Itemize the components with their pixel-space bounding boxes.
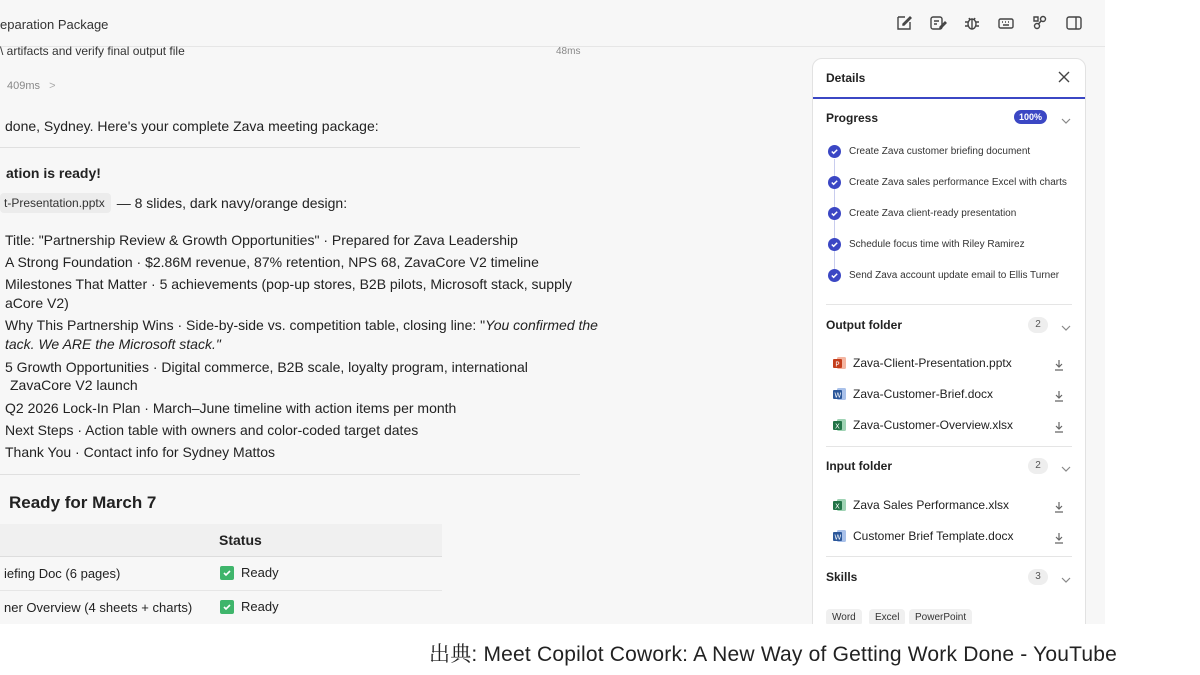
output-folder-label: Output folder [826, 318, 902, 332]
task-label: Create Zava client-ready presentation [849, 208, 1017, 219]
table-cell-item: ner Overview (4 sheets + charts) [4, 600, 193, 615]
file-name: Zava-Customer-Brief.docx [853, 387, 994, 401]
section-heading: Ready for March 7 [9, 493, 157, 512]
status-table [0, 524, 442, 624]
file-name: Zava-Client-Presentation.pptx [853, 356, 1012, 370]
file-name: Zava Sales Performance.xlsx [853, 498, 1010, 512]
progress-task [828, 269, 1059, 282]
svg-text:P: P [835, 360, 840, 369]
file-description: — 8 slides, dark navy/orange design: [116, 195, 348, 211]
task-label: Schedule focus time with Riley Ramirez [849, 239, 1025, 250]
status-text: Ready [241, 565, 279, 580]
excel-icon [833, 498, 847, 512]
divider [826, 446, 1072, 447]
side-panel-icon[interactable] [1065, 14, 1083, 32]
bullet-lockin: Q2 2026 Lock-In Plan · March–June timeline with action items per month [5, 400, 457, 416]
file-name: Zava-Customer-Overview.xlsx [853, 418, 1014, 432]
intro-text: done, Sydney. Here's your complete Zava meeting package: [5, 118, 379, 134]
progress-badge: 100% [1014, 110, 1047, 124]
file-line [0, 193, 347, 213]
bullet-partnership-cont: tack. We ARE the Microsoft stack." [5, 336, 221, 352]
chevron-right-icon: > [49, 80, 56, 92]
check-circle-icon [828, 238, 841, 251]
divider [0, 147, 580, 148]
powerpoint-icon [833, 356, 847, 370]
svg-text:W: W [834, 391, 842, 400]
word-icon [833, 387, 847, 401]
bullet-growth: 5 Growth Opportunities · Digital commerce, B2B scale, loyalty program, international [5, 359, 528, 375]
file-name: Customer Brief Template.docx [853, 529, 1014, 543]
bullet-foundation: A Strong Foundation · $2.86M revenue, 87% retention, NPS 68, ZavaCore V2 timeline [5, 254, 539, 270]
input-folder-label: Input folder [826, 459, 892, 473]
table-header [0, 524, 442, 557]
table-row [0, 557, 442, 591]
edit-icon[interactable] [895, 14, 913, 32]
check-icon [220, 600, 234, 614]
details-title: Details [826, 71, 866, 85]
total-duration: 409ms [7, 80, 41, 92]
keyboard-icon[interactable] [997, 14, 1015, 32]
chevron-down-icon[interactable] [1061, 320, 1071, 330]
progress-task [828, 145, 1030, 158]
file-pill[interactable]: t-Presentation.pptx [0, 193, 111, 213]
bullet-growth-cont: ZavaCore V2 launch [10, 377, 138, 393]
svg-text:W: W [834, 533, 842, 542]
connections-icon[interactable] [1031, 14, 1049, 32]
title-bar [0, 0, 1105, 47]
divider [826, 556, 1072, 557]
bullet-milestones: Milestones That Matter · 5 achievements (pop-up stores, B2B pilots, Microsoft stack, supply [5, 276, 572, 292]
toolbar-icons [895, 14, 1083, 32]
task-label: Send Zava account update email to Ellis Turner [849, 270, 1060, 281]
bullet-title: Title: "Partnership Review & Growth Opportunities" · Prepared for Zava Leadership [5, 232, 518, 248]
download-icon[interactable] [1053, 420, 1065, 432]
download-icon[interactable] [1053, 358, 1065, 370]
output-folder-count: 2 [1028, 317, 1048, 333]
table-cell-item: iefing Doc (6 pages) [4, 566, 121, 581]
check-circle-icon [828, 269, 841, 282]
divider [0, 474, 580, 475]
bullet-partnership: Why This Partnership Wins · Side-by-side vs. competition table, closing line: "You confirmed the [5, 317, 598, 333]
check-circle-icon [828, 145, 841, 158]
skill-chip[interactable]: Word [826, 609, 862, 624]
progress-task [828, 176, 1067, 189]
progress-label: Progress [826, 111, 879, 125]
step-duration: 48ms [556, 46, 581, 57]
chevron-down-icon[interactable] [1061, 113, 1071, 123]
progress-task [828, 238, 1025, 251]
svg-text:X: X [835, 502, 840, 511]
table-row [0, 591, 442, 624]
download-icon[interactable] [1053, 500, 1065, 512]
step-description: \ artifacts and verify final output file [0, 44, 185, 58]
task-label: Create Zava customer briefing document [849, 146, 1031, 157]
close-icon[interactable] [1057, 70, 1071, 84]
output-file[interactable] [833, 418, 1013, 432]
divider [826, 304, 1072, 305]
table-cell-status [220, 599, 279, 614]
check-circle-icon [828, 207, 841, 220]
download-icon[interactable] [1053, 531, 1065, 543]
output-file[interactable] [833, 356, 1012, 370]
output-file[interactable] [833, 387, 993, 401]
skills-label: Skills [826, 570, 858, 584]
input-folder-count: 2 [1028, 458, 1048, 474]
check-circle-icon [828, 176, 841, 189]
task-label: Create Zava sales performance Excel with charts [849, 177, 1067, 188]
status-text: Ready [241, 599, 279, 614]
chevron-down-icon[interactable] [1061, 461, 1071, 471]
progress-task [828, 207, 1016, 220]
source-caption: 出典: Meet Copilot Cowork: A New Way of Getting Work Done - YouTube [429, 643, 1118, 666]
input-file[interactable] [833, 529, 1014, 543]
details-panel [812, 58, 1086, 624]
svg-text:X: X [835, 422, 840, 431]
ready-heading: ation is ready! [6, 165, 101, 181]
check-icon [220, 566, 234, 580]
window-title: eparation Package [0, 17, 109, 32]
step-expander[interactable] [7, 80, 56, 92]
details-header [813, 59, 1085, 99]
excel-icon [833, 418, 847, 432]
input-file[interactable] [833, 498, 1009, 512]
note-edit-icon[interactable] [929, 14, 947, 32]
skills-count: 3 [1028, 569, 1048, 585]
chat-transcript [0, 46, 600, 624]
skill-chip[interactable]: Excel [869, 609, 905, 624]
skill-chip[interactable]: PowerPoint [909, 609, 972, 624]
bullet-next-steps: Next Steps · Action table with owners and color-coded target dates [5, 422, 419, 438]
bug-icon[interactable] [963, 14, 981, 32]
table-cell-status [220, 565, 279, 580]
download-icon[interactable] [1053, 389, 1065, 401]
chevron-down-icon[interactable] [1061, 572, 1071, 582]
status-column-header: Status [219, 532, 262, 548]
bullet-milestones-cont: aCore V2) [5, 295, 69, 311]
bullet-thank-you: Thank You · Contact info for Sydney Mattos [5, 444, 276, 460]
word-icon [833, 529, 847, 543]
